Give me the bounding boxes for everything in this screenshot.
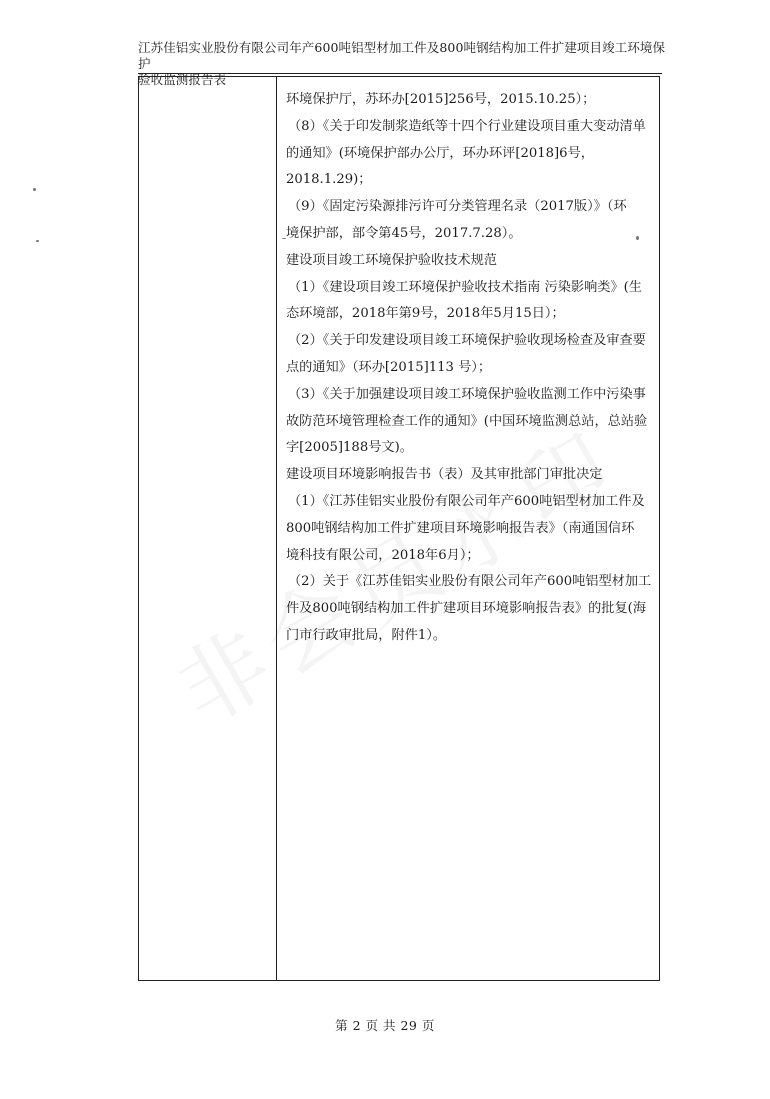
text-line: 环境保护厅，苏环办[2015]256号，2015.10.25）； (286, 92, 596, 107)
scan-speck (282, 238, 286, 239)
text-line: 门市行政审批局，附件1）。 (286, 627, 447, 643)
header-rule (138, 73, 662, 74)
text-line: （8）《关于印发制浆造纸等十四个行业建设项目重大变动清单 (288, 118, 646, 134)
table-column-divider (276, 77, 277, 980)
scan-speck (36, 240, 39, 242)
text-line: （3）《关于加强建设项目竣工环境保护验收监测工作中污染事 (288, 386, 646, 402)
scan-speck (33, 188, 36, 191)
text-line: 的通知》(环境保护部办公厅，环办环评[2018]6号，2018.1.29)； (286, 145, 594, 188)
text-line: 800吨钢结构加工件扩建项目环境影响报告表》（南通国信环 (286, 520, 635, 536)
page-number: 第 2 页 共 29 页 (335, 1018, 435, 1033)
text-line: 境科技有限公司，2018年6月）； (286, 547, 480, 563)
header-title-line2: 验收监测报告表 (138, 72, 227, 87)
text-line: 境保护部，部令第45号，2017.7.28）。 (286, 225, 522, 241)
text-line: （2）《关于印发建设项目竣工环境保护验收现场检查及审查要 (288, 333, 646, 349)
text-line: （1）《江苏佳铝实业股份有限公司年产600吨铝型材加工件及 (288, 493, 645, 509)
text-line: （2）关于《江苏佳铝实业股份有限公司年产600吨铝型材加工 (288, 574, 652, 590)
text-line: 件及800吨钢结构加工件扩建项目环境影响报告表》的批复(海 (286, 601, 647, 617)
text-line: （1）《建设项目竣工环境保护验收技术指南 污染影响类》(生 (288, 279, 642, 295)
scan-speck (636, 236, 639, 240)
text-line: 态环境部，2018年第9号，2018年5月15日）； (286, 306, 565, 322)
section-heading: 建设项目环境影响报告书（表）及其审批部门审批决定 (286, 467, 603, 483)
section-heading: 建设项目竣工环境保护验收技术规范 (286, 252, 497, 268)
content-cell (286, 87, 656, 650)
content-table (138, 76, 660, 981)
text-line: 点的通知》（环办[2015]113 号）； (286, 359, 492, 375)
header-title-line1: 江苏佳铝实业股份有限公司年产600吨铝型材加工件及800吨钢结构加工件扩建项目竣工环境保护 (138, 40, 666, 71)
text-line: 故防范环境管理检查工作的通知》(中国环境监测总站，总站验 (286, 413, 648, 429)
text-line: （9）《固定污染源排污许可分类管理名录（2017版）》（环 (288, 199, 627, 215)
text-line: 字[2005]188号文)。 (286, 440, 413, 456)
